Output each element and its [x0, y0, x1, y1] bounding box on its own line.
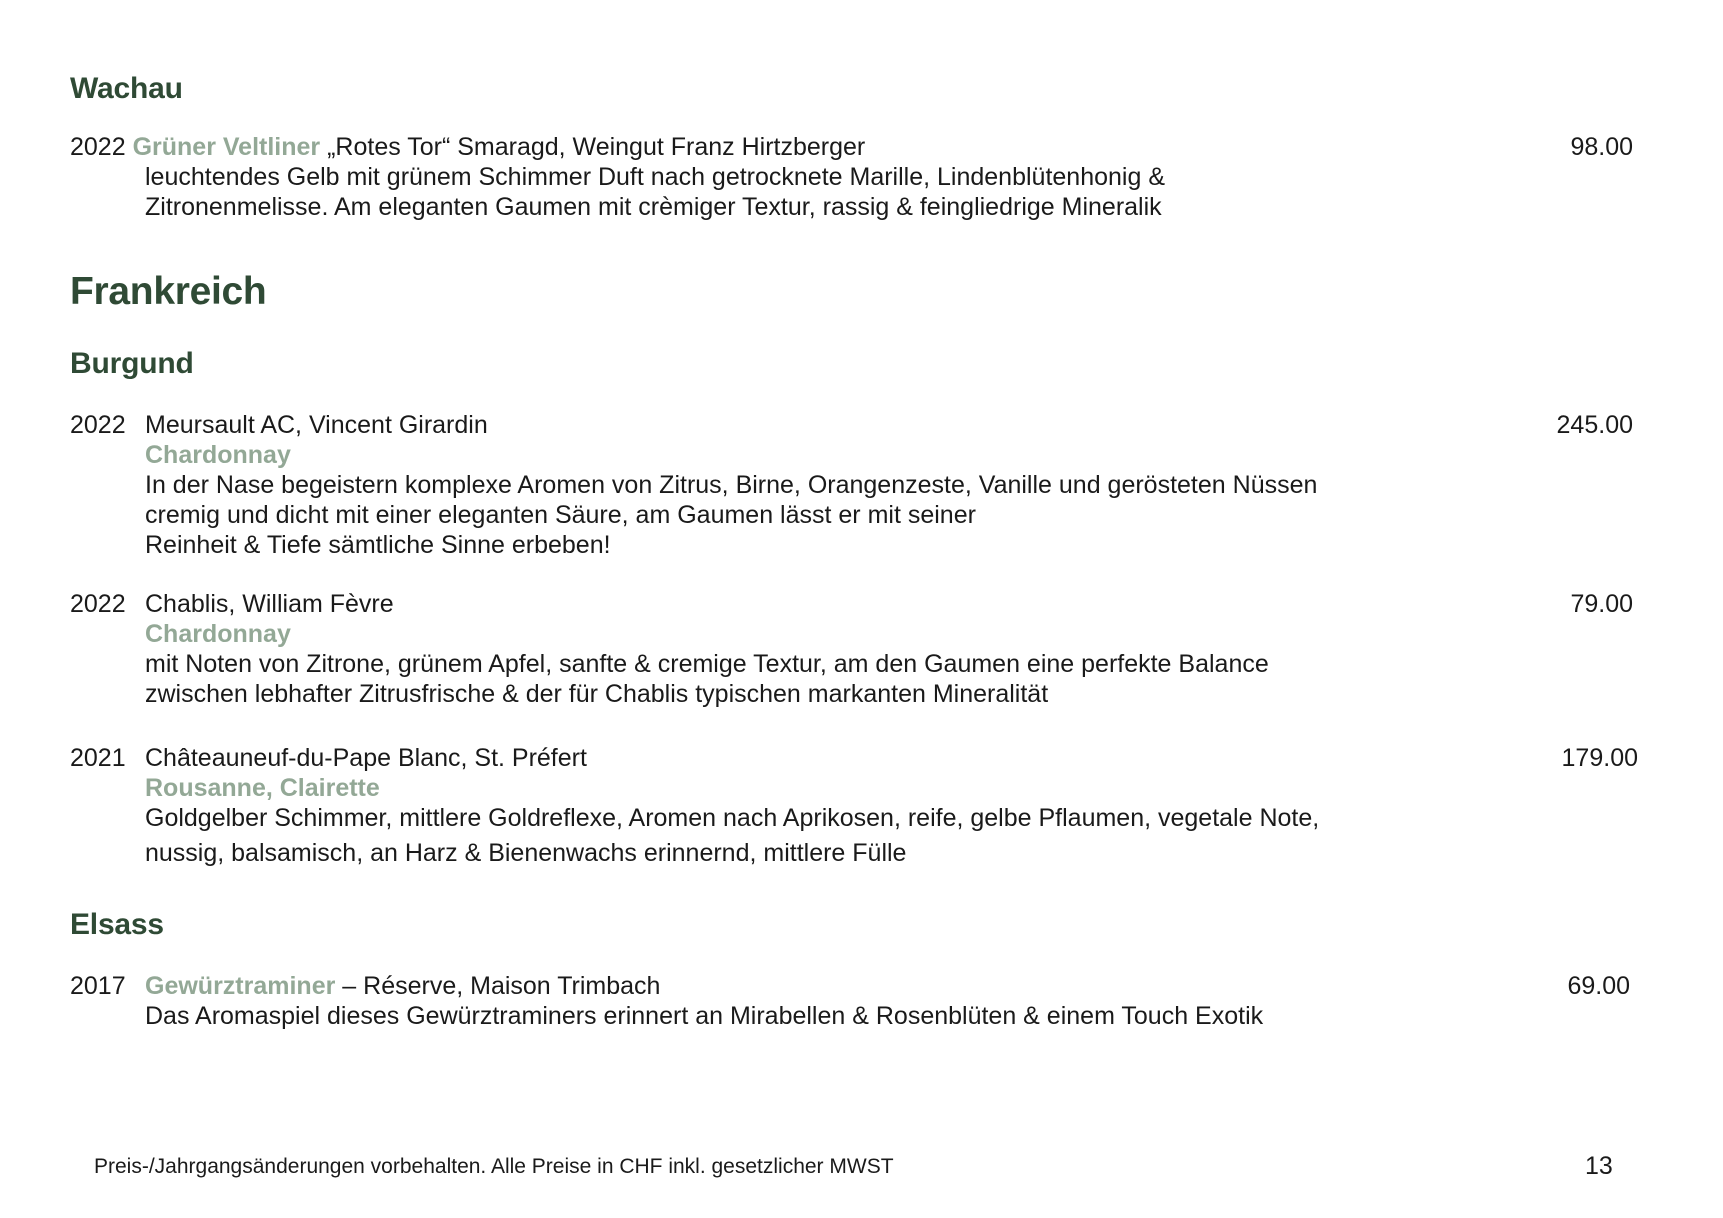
region-heading-burgund: Burgund	[70, 347, 194, 380]
wine-description-line: Goldgelber Schimmer, mittlere Goldreflexe, Aromen nach Aprikosen, reife, gelbe Pflaumen, vegetale Note,	[145, 804, 1320, 832]
wine-price: 98.00	[1570, 133, 1633, 161]
wine-description-line: zwischen lebhafter Zitrusfrische & der für Chablis typischen markanten Mineralität	[145, 680, 1049, 708]
wine-name: Meursault AC, Vincent Girardin	[145, 411, 488, 439]
wine-description-line: nussig, balsamisch, an Harz & Bienenwachs erinnernd, mittlere Fülle	[145, 839, 907, 867]
country-heading-frankreich: Frankreich	[70, 270, 267, 313]
wine-price: 79.00	[1570, 590, 1633, 618]
wine-description-line: Das Aromaspiel dieses Gewürztraminers erinnert an Mirabellen & Rosenblüten & einem Touch Exotik	[145, 1002, 1264, 1030]
wine-year: 2022	[70, 133, 126, 161]
footer-note: Preis-/Jahrgangsänderungen vorbehalten. Alle Preise in CHF inkl. gesetzlicher MWST	[94, 1155, 894, 1178]
wine-grape: Chardonnay	[145, 441, 291, 469]
wine-year: 2022	[70, 411, 126, 439]
wine-name: – Réserve, Maison Trimbach	[335, 972, 661, 1000]
region-heading-wachau: Wachau	[70, 72, 183, 105]
wine-grape: Gewürztraminer	[145, 972, 336, 1000]
wine-grape: Rousanne, Clairette	[145, 774, 380, 802]
page-number: 13	[1585, 1152, 1613, 1180]
wine-grape: Grüner Veltliner	[132, 133, 321, 161]
wine-description-line: Reinheit & Tiefe sämtliche Sinne erbeben!	[145, 531, 611, 559]
wine-year: 2021	[70, 744, 126, 772]
wine-price: 179.00	[1561, 744, 1638, 772]
wine-grape: Chardonnay	[145, 620, 291, 648]
wine-entry-gewuerztraminer	[145, 971, 660, 1001]
wine-name: Chablis, William Fèvre	[145, 590, 394, 618]
region-heading-elsass: Elsass	[70, 908, 164, 941]
wine-year: 2017	[70, 972, 126, 1000]
wine-description-line: Zitronenmelisse. Am eleganten Gaumen mit crèmiger Textur, rassig & feingliedrige Mineralik	[145, 193, 1162, 221]
wine-description-line: cremig und dicht mit einer eleganten Säure, am Gaumen lässt er mit seiner	[145, 501, 976, 529]
wine-year: 2022	[70, 590, 126, 618]
wine-price: 245.00	[1556, 411, 1633, 439]
wine-entry-gruener-veltliner	[70, 132, 865, 162]
wine-name: Châteauneuf-du-Pape Blanc, St. Préfert	[145, 744, 587, 772]
wine-description-line: mit Noten von Zitrone, grünem Apfel, sanfte & cremige Textur, am den Gaumen eine perfekte Balance	[145, 650, 1269, 678]
wine-description-line: leuchtendes Gelb mit grünem Schimmer Duft nach getrocknete Marille, Lindenblütenhonig &	[145, 163, 1165, 191]
wine-name: „Rotes Tor“ Smaragd, Weingut Franz Hirtzberger	[320, 133, 866, 161]
wine-price: 69.00	[1567, 972, 1630, 1000]
wine-description-line: In der Nase begeistern komplexe Aromen von Zitrus, Birne, Orangenzeste, Vanille und gerösteten Nüssen	[145, 471, 1318, 499]
